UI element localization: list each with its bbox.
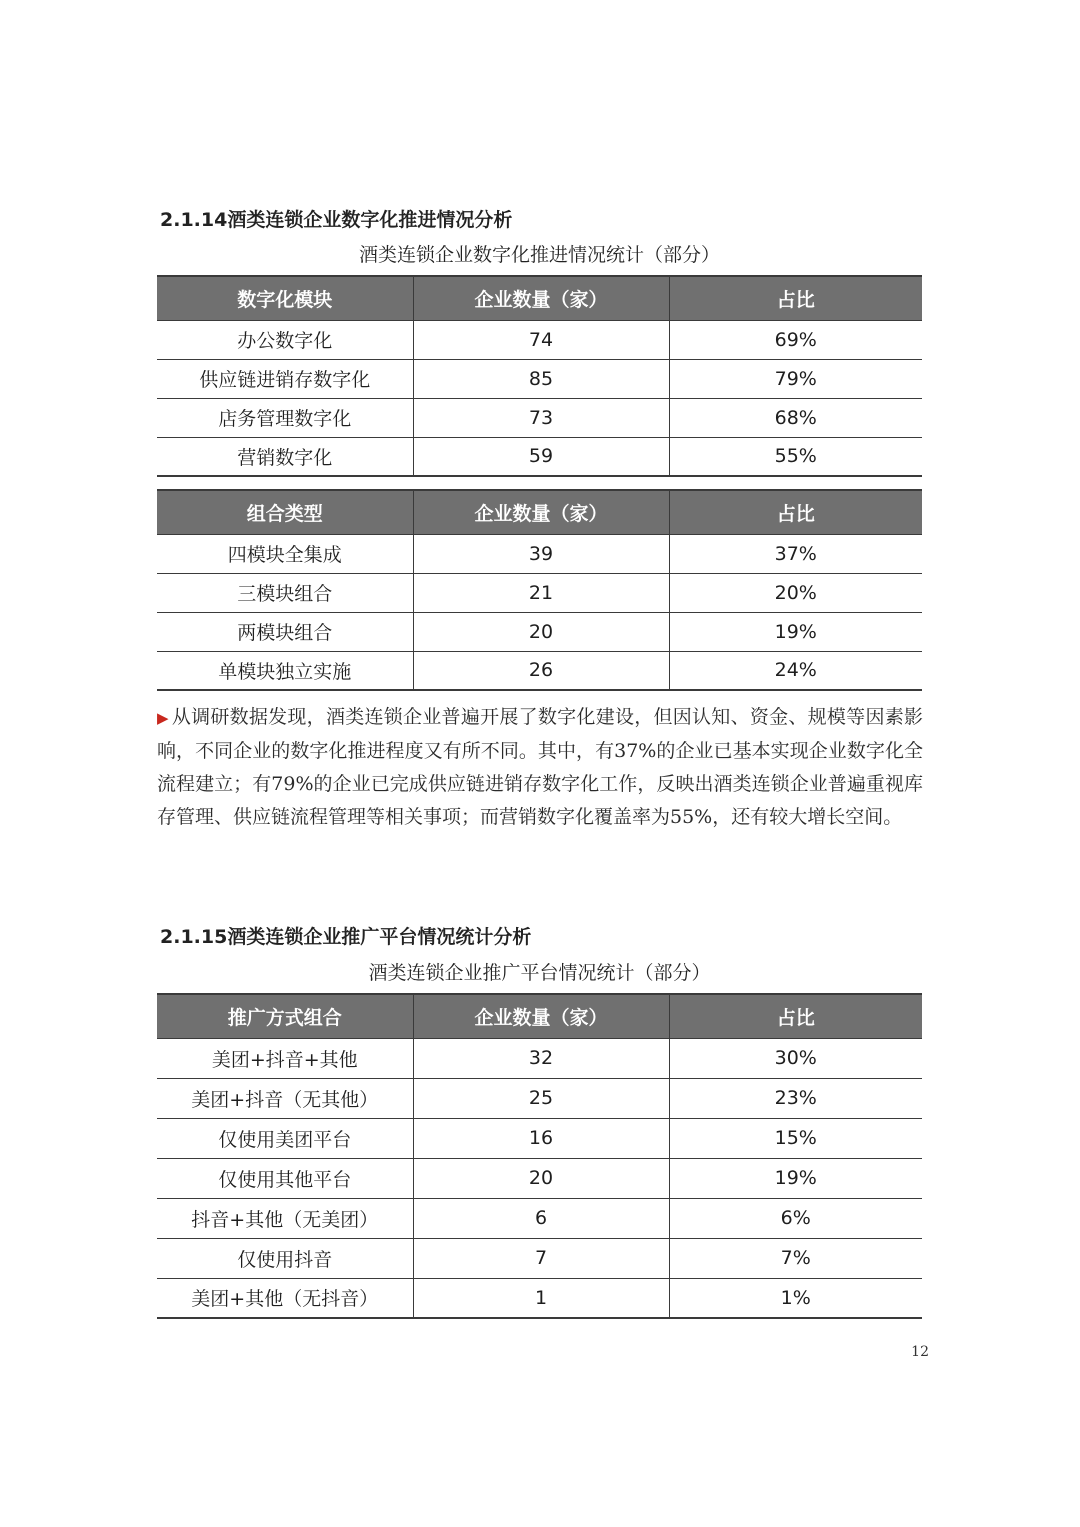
table-cell: 美团+抖音（无其他） [157, 1078, 413, 1118]
table-cell: 单模块独立实施 [157, 651, 413, 690]
table-row [157, 1078, 922, 1118]
table-cell: 仅使用抖音 [157, 1238, 413, 1278]
table-cell: 美团+其他（无抖音） [157, 1278, 413, 1318]
table-row [157, 1158, 922, 1198]
table-cell: 85 [413, 359, 669, 398]
column-header: 占比 [669, 994, 922, 1038]
table-row [157, 437, 922, 476]
table-cell: 32 [413, 1038, 669, 1078]
table-cell: 7% [669, 1238, 922, 1278]
table-row [157, 1038, 922, 1078]
table-cell: 23% [669, 1078, 922, 1118]
table-digital-modules [157, 275, 922, 477]
page-number: 12 [911, 1344, 929, 1360]
table-row [157, 1238, 922, 1278]
table-cell: 39 [413, 534, 669, 573]
table-cell: 25 [413, 1078, 669, 1118]
table-row [157, 1118, 922, 1158]
table-cell: 三模块组合 [157, 573, 413, 612]
table-cell: 办公数字化 [157, 320, 413, 359]
table-cell: 79% [669, 359, 922, 398]
section-heading-promotion: 2.1.15酒类连锁企业推广平台情况统计分析 [160, 926, 532, 948]
triangle-right-icon: ▶ [157, 709, 169, 727]
table-header-row [157, 994, 922, 1038]
column-header: 占比 [669, 490, 922, 534]
table-module-combinations [157, 489, 922, 691]
section-heading-digitalization: 2.1.14酒类连锁企业数字化推进情况分析 [160, 209, 513, 231]
table-cell: 7 [413, 1238, 669, 1278]
analysis-paragraph-text: 从调研数据发现，酒类连锁企业普遍开展了数字化建设，但因认知、资金、规模等因素影响，不同企业的数字化推进程度又有所不同。其中，有37%的企业已基本实现企业数字化全流程建立；有79%的企业已完成供应链进销存数字化工作，反映出酒类连锁企业普遍重视库存管理、供应链流程管理等相关事项；而营销数字化覆盖率为55%，还有较大增长空间。 [157, 706, 923, 828]
table-cell: 20 [413, 1158, 669, 1198]
column-header: 数字化模块 [157, 276, 413, 320]
table-cell: 20 [413, 612, 669, 651]
table-cell: 21 [413, 573, 669, 612]
table-cell: 68% [669, 398, 922, 437]
column-header: 企业数量（家） [413, 490, 669, 534]
table-cell: 美团+抖音+其他 [157, 1038, 413, 1078]
table-cell: 仅使用美团平台 [157, 1118, 413, 1158]
table-cell: 74 [413, 320, 669, 359]
table-row [157, 573, 922, 612]
analysis-paragraph [157, 701, 923, 834]
table-cell: 59 [413, 437, 669, 476]
table-cell: 26 [413, 651, 669, 690]
table-row [157, 359, 922, 398]
column-header: 企业数量（家） [413, 994, 669, 1038]
column-header: 组合类型 [157, 490, 413, 534]
table-cell: 仅使用其他平台 [157, 1158, 413, 1198]
table-row [157, 320, 922, 359]
table-cell: 供应链进销存数字化 [157, 359, 413, 398]
table-cell: 6 [413, 1198, 669, 1238]
table-row [157, 1198, 922, 1238]
table-header-row [157, 490, 922, 534]
table-row [157, 398, 922, 437]
table-cell: 营销数字化 [157, 437, 413, 476]
table-cell: 24% [669, 651, 922, 690]
table-cell: 30% [669, 1038, 922, 1078]
table-cell: 69% [669, 320, 922, 359]
table-row [157, 1278, 922, 1318]
table-cell: 抖音+其他（无美团） [157, 1198, 413, 1238]
table-cell: 1% [669, 1278, 922, 1318]
table-cell: 19% [669, 612, 922, 651]
column-header: 企业数量（家） [413, 276, 669, 320]
table-cell: 四模块全集成 [157, 534, 413, 573]
table-cell: 55% [669, 437, 922, 476]
table-cell: 19% [669, 1158, 922, 1198]
table-caption-digitalization: 酒类连锁企业数字化推进情况统计（部分） [358, 244, 720, 266]
table-caption-promotion: 酒类连锁企业推广平台情况统计（部分） [368, 962, 711, 984]
column-header: 占比 [669, 276, 922, 320]
column-header: 推广方式组合 [157, 994, 413, 1038]
table-cell: 6% [669, 1198, 922, 1238]
table-header-row [157, 276, 922, 320]
table-row [157, 612, 922, 651]
table-row [157, 534, 922, 573]
table-cell: 两模块组合 [157, 612, 413, 651]
table-cell: 37% [669, 534, 922, 573]
table-promotion-platforms [157, 993, 922, 1319]
table-cell: 15% [669, 1118, 922, 1158]
table-cell: 20% [669, 573, 922, 612]
table-cell: 16 [413, 1118, 669, 1158]
table-cell: 店务管理数字化 [157, 398, 413, 437]
table-row [157, 651, 922, 690]
table-cell: 73 [413, 398, 669, 437]
table-cell: 1 [413, 1278, 669, 1318]
